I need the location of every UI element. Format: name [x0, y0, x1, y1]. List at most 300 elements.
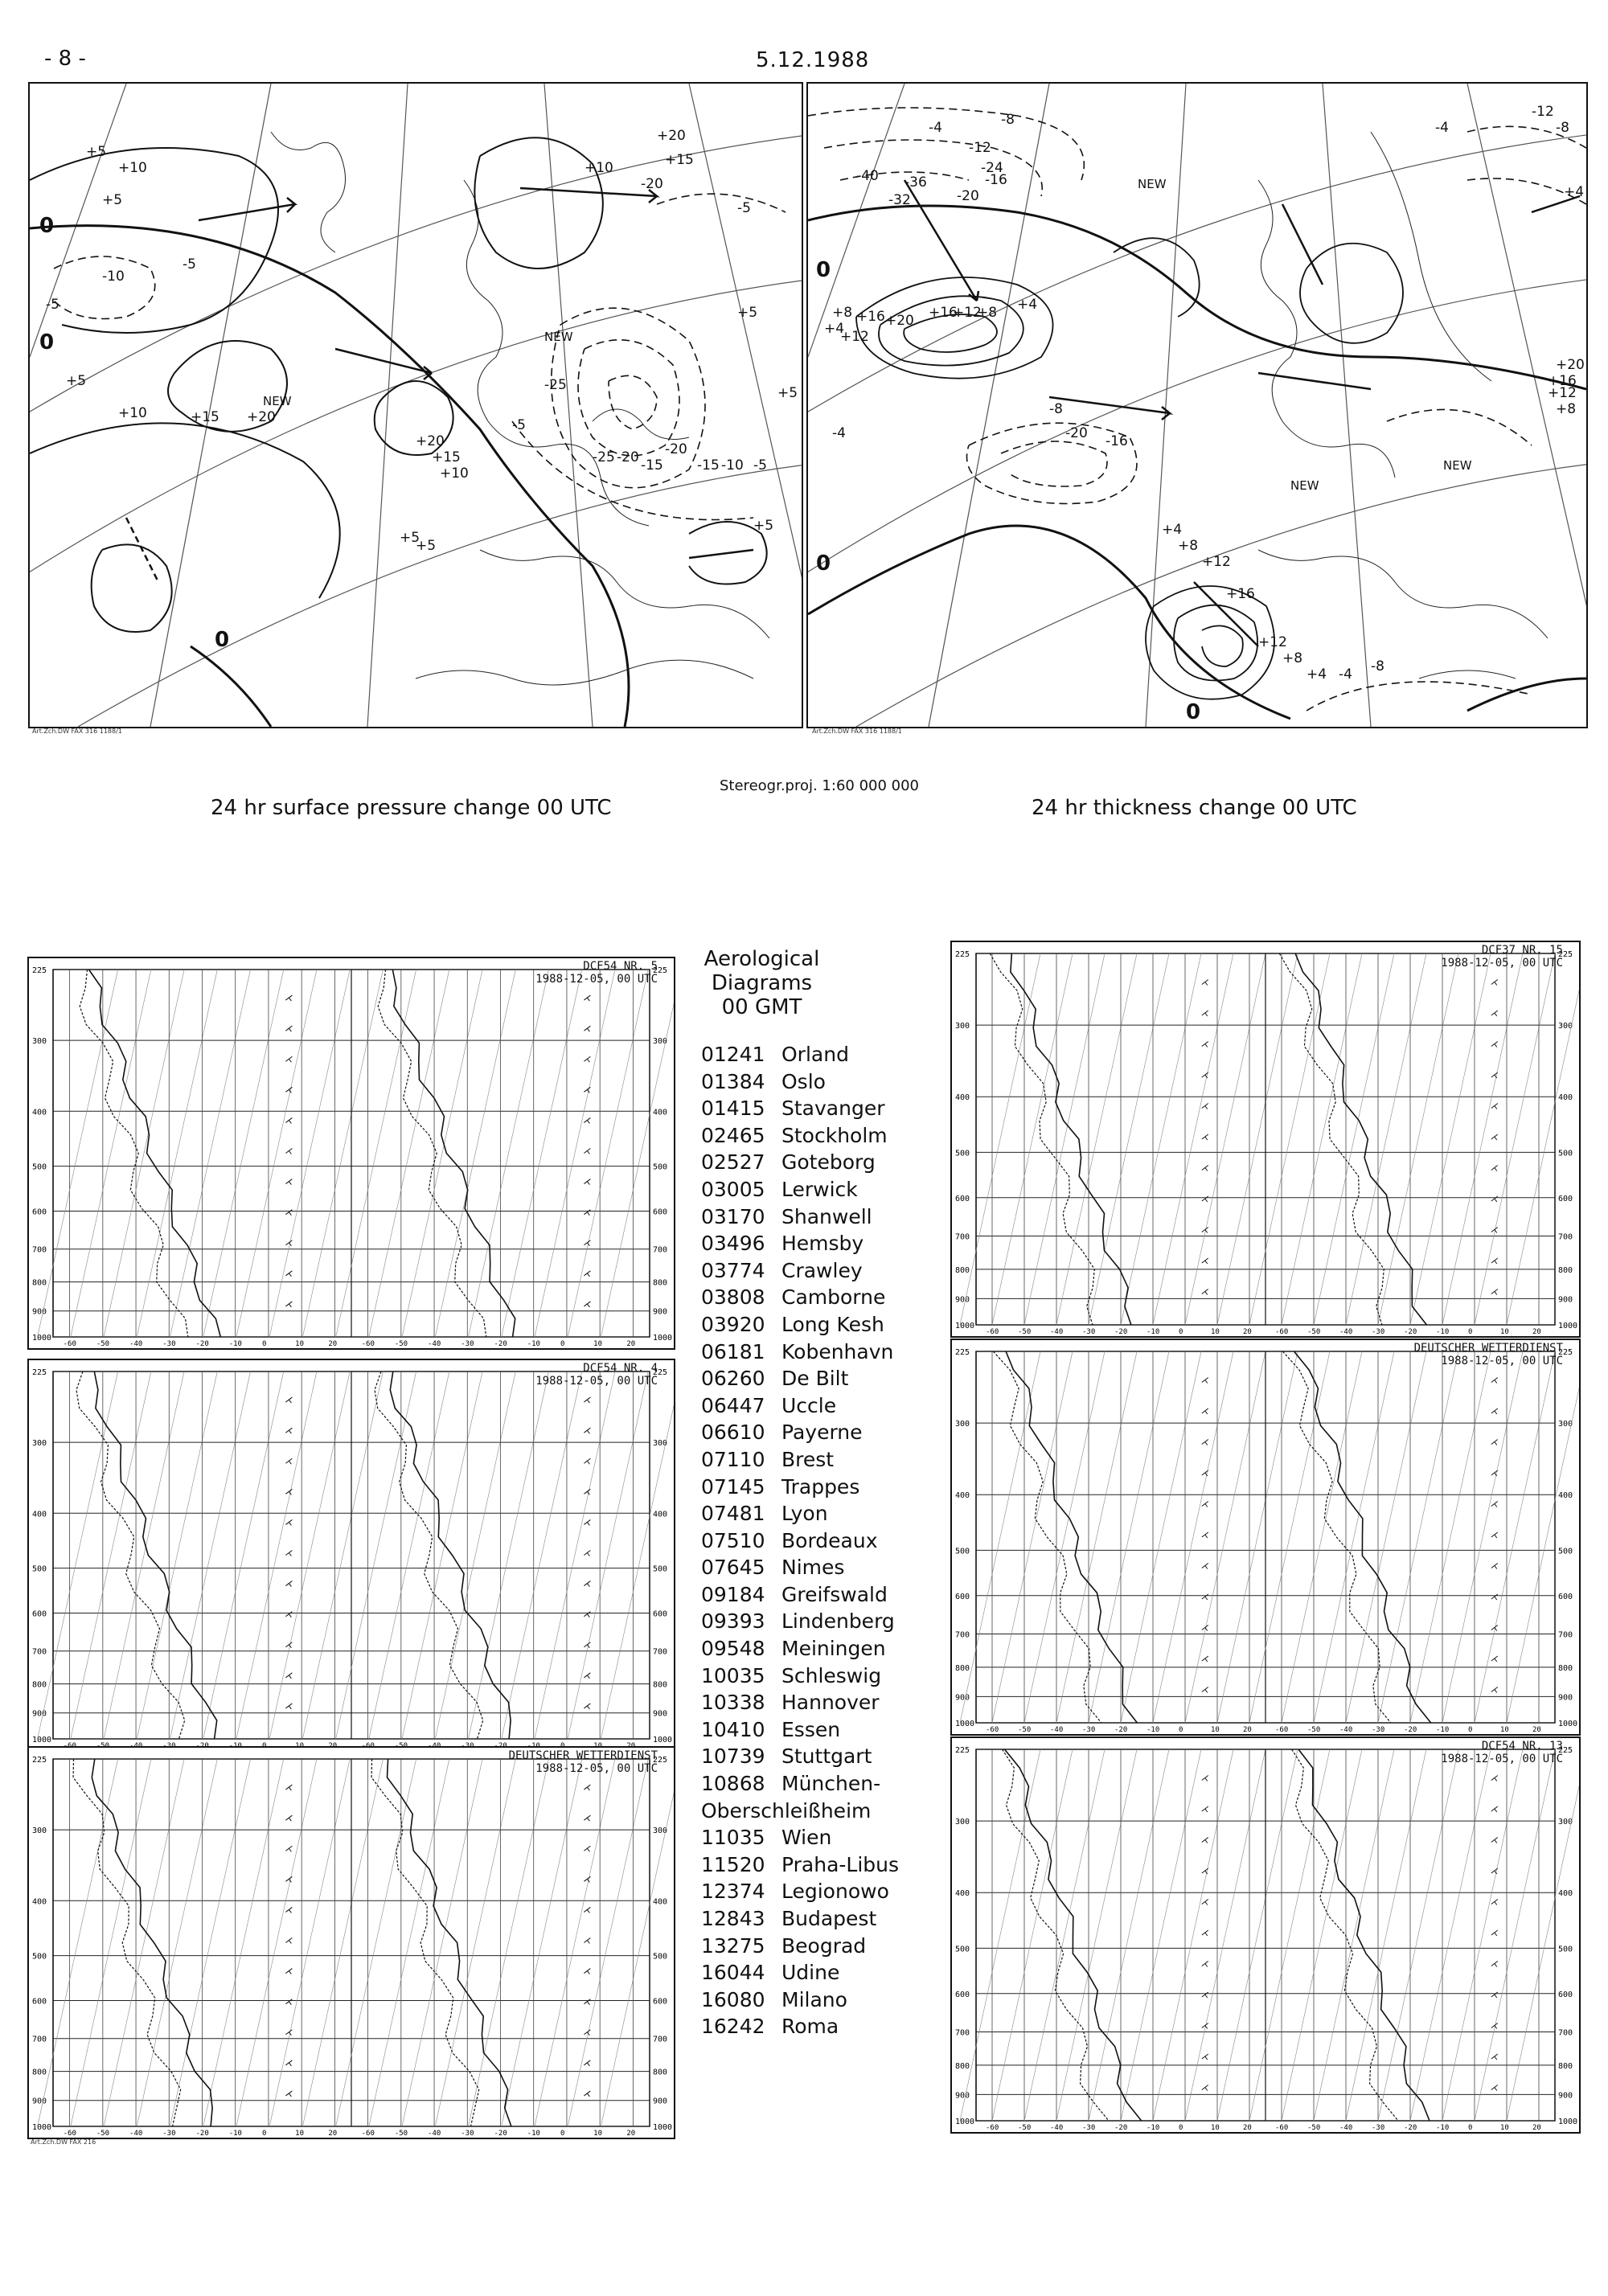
temperature-tick-label: -30 — [1372, 1328, 1385, 1336]
station-name: Praha-Libus — [781, 1852, 900, 1876]
pressure-tick-label: 700 — [653, 1245, 668, 1255]
wind-barb — [584, 1815, 590, 1821]
wind-barb — [584, 2030, 590, 2036]
pressure-tick-label: 500 — [32, 1564, 47, 1574]
aerology-title-line: Diagrams — [711, 971, 813, 995]
wind-barb — [584, 1271, 590, 1277]
right-map-footer: Art.Zch.DW FAX 316 1188/1 — [812, 728, 902, 735]
station-entry — [701, 1664, 899, 1691]
map-label: -4 — [929, 120, 942, 136]
temperature-tick-label: 20 — [328, 2130, 338, 2138]
wind-barb — [584, 995, 590, 1001]
temperature-tick-label: -60 — [986, 2124, 999, 2132]
station-code: 09184 — [701, 1582, 765, 1606]
map-label: 0 — [816, 551, 831, 576]
temperature-tick-label: -30 — [1372, 1726, 1385, 1734]
station-code: 03920 — [701, 1312, 765, 1336]
station-entry — [701, 1475, 899, 1503]
pressure-tick-label: 225 — [1558, 1348, 1573, 1357]
pressure-tick-label: 700 — [955, 1232, 970, 1242]
map-label: -8 — [1556, 120, 1569, 136]
temperature-tick-label: -30 — [162, 2130, 176, 2138]
temperature-tick-label: -20 — [1404, 1328, 1417, 1336]
aerological-diagram — [952, 942, 1579, 1336]
map-label: +20 — [1556, 357, 1585, 373]
temperature-tick-label: -40 — [1050, 2124, 1064, 2132]
arrows — [904, 180, 1580, 646]
map-label: +4 — [824, 321, 845, 337]
temperature-tick-label: -60 — [1275, 2124, 1289, 2132]
map-label: NEW — [263, 394, 292, 408]
wind-barb — [1202, 1011, 1208, 1016]
temperature-tick-label: 10 — [593, 1340, 603, 1348]
station-name: Budapest — [781, 1907, 877, 1930]
station-name: Greifswald — [781, 1582, 888, 1606]
aerological-diagram — [952, 1738, 1579, 2132]
wind-barb — [1202, 1594, 1208, 1600]
wind-barb — [285, 2060, 292, 2066]
wind-barb — [1202, 1838, 1208, 1843]
map-label: -10 — [721, 457, 744, 474]
pressure-tick-label: 800 — [653, 2068, 668, 2077]
wind-barb — [1202, 1776, 1208, 1781]
wind-barb — [1491, 1687, 1498, 1693]
map-label: -20 — [957, 188, 979, 204]
pressure-tick-label: 500 — [32, 1162, 47, 1172]
pressure-tick-label: 700 — [1558, 2028, 1573, 2038]
station-entry — [701, 1583, 899, 1610]
wind-barb — [285, 1642, 292, 1648]
pressure-tick-label: 500 — [955, 1149, 970, 1158]
temperature-tick-label: -10 — [1147, 1328, 1160, 1336]
pressure-tick-label: 800 — [32, 1680, 47, 1690]
pressure-tick-label: 600 — [653, 1997, 668, 2007]
pressure-tick-label: 400 — [955, 1889, 970, 1899]
pressure-tick-label: 500 — [1558, 1149, 1573, 1158]
wind-barb — [1202, 1440, 1208, 1445]
station-entry — [701, 1313, 899, 1340]
station-code: 11035 — [701, 1826, 765, 1850]
station-code: 06181 — [701, 1339, 765, 1363]
map-label: -8 — [1001, 112, 1015, 128]
station-code: 03808 — [701, 1285, 765, 1310]
wind-barb — [1202, 1072, 1208, 1078]
temperature-tick-label: -30 — [162, 1340, 176, 1348]
thickness-change-map — [806, 82, 1588, 728]
wind-barb — [285, 1117, 292, 1123]
pressure-tick-label: 700 — [955, 2028, 970, 2038]
map-label: -24 — [981, 160, 1003, 176]
wind-barb — [584, 1907, 590, 1913]
station-name: Trappes — [781, 1474, 860, 1499]
temperature-tick-label: -50 — [96, 1340, 110, 1348]
wind-barb — [1491, 1806, 1498, 1812]
wind-barb — [1491, 1378, 1498, 1384]
station-entry — [701, 1880, 899, 1907]
station-name: Hemsby — [781, 1232, 864, 1256]
map-label: +12 — [840, 329, 869, 345]
station-name: Beograd — [781, 1933, 867, 1958]
temperature-tick-label: -50 — [1018, 2124, 1032, 2132]
wind-barb — [285, 1969, 292, 1974]
wind-barb — [285, 1458, 292, 1464]
pressure-tick-label: 225 — [955, 950, 970, 959]
station-entry — [701, 1934, 899, 1962]
wind-barb — [285, 1240, 292, 1246]
coastlines — [1258, 132, 1548, 679]
pressure-tick-label: 500 — [653, 1952, 668, 1962]
pressure-tick-label: 800 — [32, 2068, 47, 2077]
pressure-tick-label: 900 — [1558, 1295, 1573, 1305]
temperature-tick-label: -10 — [1436, 1726, 1450, 1734]
panel-label: DCF54 NR. 5 — [583, 960, 658, 973]
map-label: +12 — [1258, 634, 1287, 650]
pressure-tick-label: 900 — [32, 1307, 47, 1317]
station-entry — [701, 1745, 899, 1772]
pressure-tick-label: 1000 — [955, 1322, 975, 1330]
station-name: Meiningen — [781, 1637, 886, 1661]
station-name: Schleswig — [781, 1663, 882, 1687]
wind-barb — [1491, 1900, 1498, 1905]
map-label: +8 — [1282, 650, 1303, 666]
wind-barb — [1491, 1104, 1498, 1109]
pressure-tick-label: 900 — [32, 1709, 47, 1719]
station-name: Hannover — [781, 1691, 880, 1715]
pressure-tick-label: 600 — [1558, 1592, 1573, 1601]
temperature-tick-label: -50 — [1307, 1726, 1321, 1734]
station-entry — [701, 1285, 899, 1313]
wind-barb — [584, 1179, 590, 1185]
pressure-tick-label: 400 — [1558, 1093, 1573, 1103]
pressure-tick-label: 500 — [653, 1564, 668, 1574]
station-code: 01241 — [701, 1043, 765, 1066]
temperature-tick-label: 10 — [1211, 2124, 1220, 2132]
map-label: +16 — [1548, 373, 1577, 389]
station-code: 07645 — [701, 1556, 765, 1580]
station-code: 07110 — [701, 1447, 765, 1471]
station-name: Essen — [781, 1717, 841, 1741]
temperature-tick-label: 10 — [295, 1340, 305, 1348]
wind-barb — [1491, 1042, 1498, 1048]
temperature-tick-label: -20 — [1404, 1726, 1417, 1734]
temperature-tick-label: 20 — [1243, 1328, 1252, 1336]
map-label: -16 — [1106, 433, 1128, 449]
aero-grid — [32, 966, 674, 1348]
wind-barb — [285, 1271, 292, 1277]
panel-label: DCF54 NR. 13 — [1481, 1740, 1563, 1753]
pressure-tick-label: 800 — [653, 1680, 668, 1690]
pressure-tick-label: 300 — [1558, 1022, 1573, 1031]
map-label: +5 — [777, 385, 798, 401]
zero-isallobar — [30, 226, 629, 727]
aerological-panel-5 — [950, 1339, 1581, 1736]
map-label: -8 — [1371, 658, 1384, 674]
wind-barb — [1202, 980, 1208, 986]
aerological-diagram — [29, 1360, 674, 1750]
aerological-panel-3 — [27, 1746, 675, 2139]
station-name: Crawley — [781, 1258, 863, 1282]
map-label: NEW — [1290, 478, 1319, 493]
temperature-tick-label: -20 — [1114, 2124, 1128, 2132]
temperature-tick-label: -10 — [527, 1340, 540, 1348]
wind-barb — [584, 1302, 590, 1307]
map-label: +4 — [1306, 666, 1327, 683]
station-entry — [701, 1070, 899, 1097]
map-label: +12 — [953, 305, 982, 321]
panel-label: DCF37 NR. 15 — [1481, 944, 1563, 957]
coastlines — [271, 132, 769, 685]
station-code: 03496 — [701, 1232, 765, 1256]
station-entry — [701, 1043, 899, 1070]
wind-barb — [285, 1519, 292, 1525]
aero-grid — [32, 1756, 674, 2138]
temperature-tick-label: 10 — [1500, 2124, 1509, 2132]
map-label: +5 — [416, 538, 437, 554]
pressure-tick-label: 600 — [653, 1609, 668, 1619]
map-label: -4 — [1339, 666, 1352, 683]
pressure-tick-label: 800 — [955, 1265, 970, 1275]
pressure-tick-label: 500 — [955, 1945, 970, 1954]
map-label: -25 — [593, 449, 615, 465]
aerological-diagram — [29, 958, 674, 1348]
pressure-tick-label: 700 — [32, 1647, 47, 1657]
map-label: +20 — [247, 409, 276, 425]
wind-barb — [1202, 1258, 1208, 1264]
wind-barb — [285, 2091, 292, 2097]
station-entry — [701, 1421, 899, 1448]
pressure-tick-label: 900 — [955, 1295, 970, 1305]
station-code: 03005 — [701, 1177, 765, 1201]
temperature-tick-label: -60 — [986, 1328, 999, 1336]
station-name: Legionowo — [781, 1880, 889, 1904]
station-code: 03774 — [701, 1258, 765, 1282]
station-entry — [701, 2015, 899, 2042]
temperature-tick-label: -30 — [1082, 1726, 1096, 1734]
wind-barb — [285, 1938, 292, 1944]
pressure-tick-label: 800 — [1558, 1265, 1573, 1275]
pressure-tick-label: 400 — [955, 1491, 970, 1501]
station-entry — [701, 1853, 899, 1880]
pressure-tick-label: 400 — [653, 1510, 668, 1519]
map-label: -20 — [1065, 425, 1088, 441]
temperature-tick-label: -40 — [1339, 1328, 1353, 1336]
wind-barb — [1491, 1962, 1498, 1967]
pressure-tick-label: 225 — [32, 966, 47, 975]
pressure-tick-label: 600 — [1558, 1194, 1573, 1203]
station-code: 10739 — [701, 1745, 765, 1769]
pressure-tick-label: 225 — [653, 1368, 668, 1377]
temperature-tick-label: 0 — [261, 1340, 267, 1348]
pressure-tick-label: 300 — [653, 1037, 668, 1047]
temperature-tick-label: -40 — [1050, 1328, 1064, 1336]
map-label: 0 — [816, 258, 831, 282]
map-label: +10 — [440, 465, 469, 482]
wind-barb — [584, 1210, 590, 1216]
station-entry — [701, 1367, 899, 1394]
pressure-tick-label: 225 — [653, 966, 668, 975]
pressure-tick-label: 600 — [955, 1194, 970, 1203]
map-label: NEW — [1443, 458, 1472, 473]
pressure-tick-label: 700 — [32, 1245, 47, 1255]
station-name: Oslo — [781, 1069, 826, 1093]
wind-barb — [1202, 1806, 1208, 1812]
station-code: 06260 — [701, 1367, 765, 1391]
pressure-tick-label: 900 — [653, 1709, 668, 1719]
wind-barb — [1202, 1196, 1208, 1202]
map-label: +10 — [118, 405, 147, 421]
wind-barb — [285, 1428, 292, 1433]
aerology-title — [683, 947, 840, 1019]
wind-barb — [1202, 1134, 1208, 1140]
pressure-tick-label: 500 — [32, 1952, 47, 1962]
wind-barb — [1491, 1258, 1498, 1264]
station-code: 11520 — [701, 1852, 765, 1876]
pressure-tick-label: 900 — [955, 2091, 970, 2101]
wind-barb — [584, 1551, 590, 1556]
pressure-tick-label: 1000 — [1558, 2118, 1578, 2126]
wind-barb — [1202, 1868, 1208, 1874]
station-code: 06447 — [701, 1393, 765, 1417]
panel-date: 1988-12-05, 00 UTC — [1441, 957, 1563, 970]
pressure-tick-label: 500 — [653, 1162, 668, 1172]
station-code: 16242 — [701, 2015, 765, 2039]
map-label: +5 — [66, 373, 87, 389]
station-entry — [701, 1150, 899, 1178]
station-code: 02465 — [701, 1123, 765, 1147]
map-label: +15 — [665, 152, 694, 168]
temperature-tick-label: 0 — [1468, 2124, 1473, 2132]
aero-grid — [955, 950, 1579, 1336]
wind-barb — [1202, 1104, 1208, 1109]
aerology-title-line: Aerological — [704, 947, 820, 971]
wind-barb — [1202, 1532, 1208, 1538]
wind-barb — [1202, 1042, 1208, 1048]
wind-barb — [584, 1581, 590, 1587]
station-entry — [701, 1529, 899, 1556]
wind-barb — [285, 1673, 292, 1679]
station-code: 13275 — [701, 1933, 765, 1958]
pressure-tick-label: 225 — [955, 1348, 970, 1357]
pressure-tick-label: 300 — [1558, 1818, 1573, 1827]
station-name: Nimes — [781, 1556, 845, 1580]
station-name: Roma — [781, 2015, 839, 2039]
station-entry — [701, 1772, 899, 1799]
wind-barb — [584, 1704, 590, 1709]
temperature-tick-label: -60 — [63, 1340, 76, 1348]
station-entry — [701, 1232, 899, 1259]
map-label: +10 — [118, 160, 147, 176]
map-label: -15 — [641, 457, 663, 474]
wind-barb — [1202, 1408, 1208, 1414]
station-code: 10338 — [701, 1691, 765, 1715]
map-label: -4 — [1435, 120, 1449, 136]
temperature-tick-label: -60 — [361, 2130, 375, 2138]
pressure-tick-label: 600 — [955, 1990, 970, 1999]
wind-barb — [1202, 1564, 1208, 1569]
aerological-diagram — [952, 1340, 1579, 1734]
pressure-tick-label: 800 — [1558, 1663, 1573, 1673]
temperature-tick-label: -50 — [394, 1340, 408, 1348]
aerological-panel-6 — [950, 1736, 1581, 2134]
station-entry — [701, 1124, 899, 1151]
wind-barb — [1491, 1868, 1498, 1874]
map-label: -25 — [544, 377, 567, 393]
dashed-isallobars — [54, 194, 786, 519]
temperature-tick-label: -10 — [1436, 2124, 1450, 2132]
pressure-tick-label: 1000 — [653, 1334, 673, 1343]
map-label: +12 — [1548, 385, 1577, 401]
temperature-tick-label: 20 — [1532, 1726, 1541, 1734]
map-label: -20 — [665, 441, 687, 457]
page-date: 5.12.1988 — [756, 48, 870, 72]
pressure-tick-label: 1000 — [955, 2118, 975, 2126]
temperature-tick-label: -40 — [1339, 1726, 1353, 1734]
map-label: -20 — [617, 449, 639, 465]
temperature-tick-label: 10 — [593, 2130, 603, 2138]
station-entry — [701, 1961, 899, 1988]
map-label: +20 — [885, 313, 914, 329]
aero-grid — [955, 1746, 1579, 2132]
pressure-tick-label: 900 — [653, 2097, 668, 2106]
station-name-continued: Oberschleißheim — [701, 1798, 872, 1822]
pressure-tick-label: 900 — [653, 1307, 668, 1317]
map-label: -4 — [832, 425, 846, 441]
temperature-tick-label: -40 — [1050, 1726, 1064, 1734]
wind-barb — [1491, 1656, 1498, 1662]
pressure-tick-label: 300 — [1558, 1420, 1573, 1429]
map-label: +15 — [432, 449, 461, 465]
temperature-tick-label: 0 — [1468, 1328, 1473, 1336]
wind-barb — [285, 1876, 292, 1882]
pressure-tick-label: 300 — [653, 1439, 668, 1449]
temperature-tick-label: -20 — [195, 1340, 209, 1348]
pressure-tick-label: 225 — [1558, 1746, 1573, 1755]
station-name: Orland — [781, 1043, 849, 1066]
pressure-tick-label: 300 — [955, 1022, 970, 1031]
map-label: +8 — [832, 305, 853, 321]
wind-barb — [1202, 2085, 1208, 2091]
wind-barb — [1202, 1289, 1208, 1295]
station-code: 07481 — [701, 1502, 765, 1526]
temperature-tick-label: -10 — [1147, 1726, 1160, 1734]
temperature-tick-label: 0 — [1179, 1726, 1183, 1734]
wind-barb — [1202, 1166, 1208, 1171]
station-name: Lindenberg — [781, 1609, 895, 1634]
map-label: -36 — [904, 174, 927, 191]
temperature-tick-label: -50 — [96, 2130, 110, 2138]
wind-barb — [1491, 1072, 1498, 1078]
wind-barb — [285, 1551, 292, 1556]
wind-barb — [1491, 980, 1498, 986]
station-name: Camborne — [781, 1285, 886, 1310]
temperature-tick-label: -30 — [461, 1340, 474, 1348]
pressure-tick-label: 700 — [653, 1647, 668, 1657]
temperature-tick-label: -10 — [228, 1340, 242, 1348]
map-label: 0 — [39, 214, 55, 238]
aerological-panel-1 — [27, 957, 675, 1350]
pressure-tick-label: 300 — [955, 1420, 970, 1429]
page-number: - 8 - — [44, 47, 86, 71]
temperature-tick-label: 0 — [1179, 2124, 1183, 2132]
map-label: -5 — [46, 297, 59, 313]
panel-date: 1988-12-05, 00 UTC — [535, 1762, 658, 1775]
wind-barb — [584, 1240, 590, 1246]
temperature-tick-label: -40 — [1339, 2124, 1353, 2132]
temperature-tick-label: -60 — [1275, 1726, 1289, 1734]
station-name: Lerwick — [781, 1177, 858, 1201]
map-label: +5 — [753, 518, 774, 534]
station-entry — [701, 1907, 899, 1934]
